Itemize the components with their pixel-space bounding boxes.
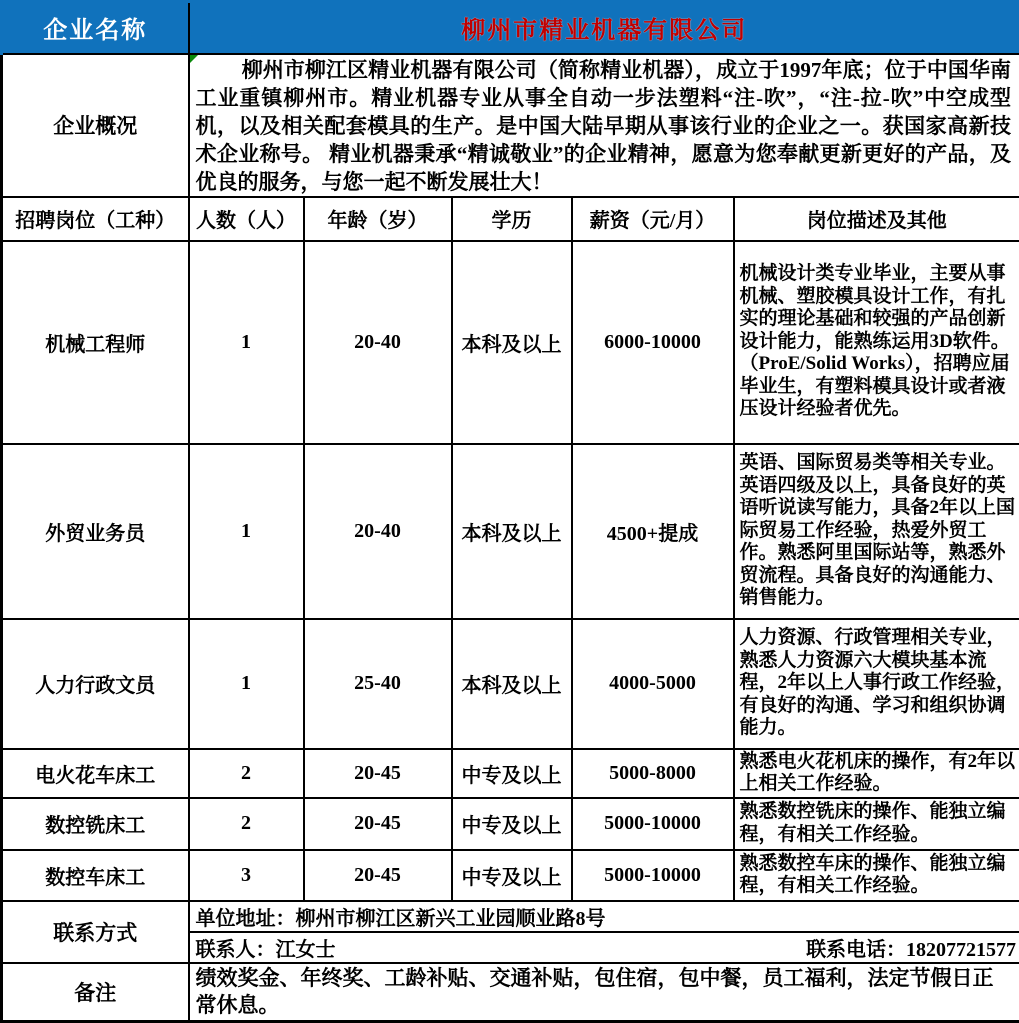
- job-description: 熟悉电火花机床的操作，有2年以上相关工作经验。: [734, 749, 1019, 798]
- contact-person-phone-cell: [189, 932, 1019, 963]
- job-education: 本科及以上: [452, 241, 572, 444]
- col-header-salary: 薪资（元/月）: [572, 197, 734, 241]
- job-salary: 4000-5000: [572, 619, 734, 749]
- col-header-position: 招聘岗位（工种）: [2, 197, 189, 241]
- job-count: 2: [189, 749, 304, 798]
- job-row-cnc-milling: [2, 798, 1019, 850]
- remark-text: 绩效奖金、年终奖、工龄补贴、交通补贴，包住宿，包中餐，员工福利，法定节假日正常休息。: [189, 963, 1019, 1022]
- company-name-label: 企业名称: [2, 2, 189, 54]
- job-count: 2: [189, 798, 304, 850]
- cell-corner-marker-icon: [190, 55, 198, 63]
- job-description: 熟悉数控车床的操作、能独立编程，有相关工作经验。: [734, 850, 1019, 901]
- job-count: 1: [189, 444, 304, 619]
- job-age: 20-40: [304, 444, 452, 619]
- col-header-education: 学历: [452, 197, 572, 241]
- job-row-edm-lathe: [2, 749, 1019, 798]
- job-description: 熟悉数控铣床的操作、能独立编程，有相关工作经验。: [734, 798, 1019, 850]
- overview-text: 柳州市柳江区精业机器有限公司（简称精业机器），成立于1997年底；位于中国华南工业重镇柳州市。精业机器专业从事全自动一步法塑料“注-吹”，“注-拉-吹”中空成型机，以及相关配套模具的生产。是中国大陆早期从事该行业的企业之一。获国家高新技术企业称号。 精业机器秉承“精诚敬业”的企业精神，愿意为您奉献更新更好的产品，及优良的服务，与您一起不断发展壮大！: [190, 55, 1019, 196]
- col-header-age: 年龄（岁）: [304, 197, 452, 241]
- job-row-foreign-trade: [2, 444, 1019, 619]
- job-age: 25-40: [304, 619, 452, 749]
- overview-label: 企业概况: [2, 54, 189, 197]
- jobs-header-row: [2, 197, 1019, 241]
- job-education: 中专及以上: [452, 798, 572, 850]
- job-row-hr-admin: [2, 619, 1019, 749]
- company-overview-row: [2, 54, 1019, 197]
- job-salary: 6000-10000: [572, 241, 734, 444]
- job-description: 机械设计类专业毕业，主要从事机械、塑胶模具设计工作，有扎实的理论基础和较强的产品创新设计能力，能熟练运用3D软件。（ProE/Solid Works），招聘应届毕业生，有塑料模具设计或者液压设计经验者优先。: [734, 241, 1019, 444]
- job-count: 3: [189, 850, 304, 901]
- job-age: 20-45: [304, 749, 452, 798]
- job-age: 20-45: [304, 798, 452, 850]
- job-salary: 5000-10000: [572, 798, 734, 850]
- remark-row: [2, 963, 1019, 1022]
- job-row-mechanical-engineer: [2, 241, 1019, 444]
- job-education: 中专及以上: [452, 850, 572, 901]
- contact-label: 联系方式: [2, 901, 189, 963]
- job-education: 本科及以上: [452, 444, 572, 619]
- job-age: 20-45: [304, 850, 452, 901]
- overview-cell: [189, 54, 1019, 197]
- job-salary: 4500+提成: [572, 444, 734, 619]
- job-title: 数控铣床工: [2, 798, 189, 850]
- job-education: 中专及以上: [452, 749, 572, 798]
- job-title: 机械工程师: [2, 241, 189, 444]
- job-salary: 5000-10000: [572, 850, 734, 901]
- job-description: 英语、国际贸易类等相关专业。英语四级及以上，具备良好的英语听说读写能力，具备2年以上国际贸易工作经验，热爱外贸工作。熟悉阿里国际站等，熟悉外贸流程。具备良好的沟通能力、销售能力。: [734, 444, 1019, 619]
- job-salary: 5000-8000: [572, 749, 734, 798]
- job-title: 数控车床工: [2, 850, 189, 901]
- job-count: 1: [189, 241, 304, 444]
- contact-person: 联系人：江女士: [196, 933, 336, 962]
- job-title: 人力行政文员: [2, 619, 189, 749]
- job-row-cnc-lathe: [2, 850, 1019, 901]
- contact-phone: 联系电话：18207721577: [806, 933, 1016, 962]
- remark-label: 备注: [2, 963, 189, 1022]
- col-header-description: 岗位描述及其他: [734, 197, 1019, 241]
- contact-address-row: [2, 901, 1019, 932]
- col-header-count: 人数（人）: [189, 197, 304, 241]
- job-title: 电火花车床工: [2, 749, 189, 798]
- company-header-row: [2, 2, 1019, 54]
- job-education: 本科及以上: [452, 619, 572, 749]
- job-title: 外贸业务员: [2, 444, 189, 619]
- job-age: 20-40: [304, 241, 452, 444]
- job-count: 1: [189, 619, 304, 749]
- contact-address: 单位地址：柳州市柳江区新兴工业园顺业路8号: [189, 901, 1019, 932]
- job-description: 人力资源、行政管理相关专业，熟悉人力资源六大模块基本流程，2年以上人事行政工作经验，有良好的沟通、学习和组织协调能力。: [734, 619, 1019, 749]
- company-name-value: 柳州市精业机器有限公司: [189, 2, 1019, 54]
